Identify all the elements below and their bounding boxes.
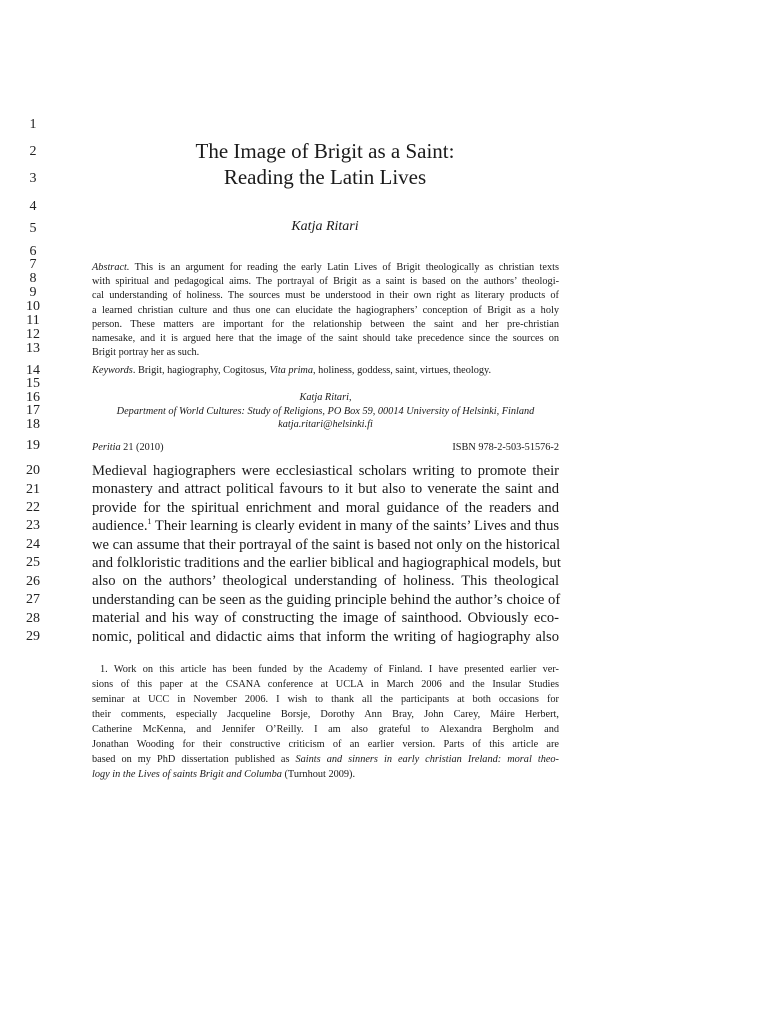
line-number: 5 (29, 221, 37, 236)
footnote-italic: Saints and sinners in early christian Ireland: moral theo- (295, 754, 559, 765)
body-line: material and his way of constructing the image of sainthood. Obviously eco- (92, 610, 559, 627)
line-number: 29 (26, 629, 40, 644)
footnote-line: Catherine McKenna, and Jennifer O’Reilly. I am also grateful to Alexandra Bergholm and (92, 724, 559, 735)
abstract-line: namesake, and it is argued here that the image of the saint should take precedence since the sources on (92, 332, 559, 344)
line-number: 4 (29, 199, 37, 214)
body-text-segment: audience. (92, 518, 148, 535)
body-line: Medieval hagiographers were ecclesiastical scholars writing to promote their (92, 463, 559, 479)
body-line (92, 517, 559, 535)
line-number: 25 (26, 555, 40, 570)
abstract-line: cal understanding of holiness. The sources must be understood in their own right as literary products of (92, 290, 559, 302)
journal-citation (92, 441, 164, 455)
keywords-text: . Brigit, hagiography, Cogitosus, (132, 365, 270, 376)
line-number: 9 (29, 285, 37, 300)
affiliation-email: katja.ritari@helsinki.fi (278, 419, 373, 430)
journal-name: Peritia (92, 442, 121, 453)
line-number: 12 (26, 327, 40, 342)
body-line: we can assume that their portrayal of the saint is based not only on the historical (92, 536, 561, 553)
title-line-2: Reading the Latin Lives (223, 165, 427, 189)
line-number: 14 (26, 363, 40, 378)
footnote-marker[interactable]: 1 (147, 517, 152, 527)
line-number: 7 (29, 257, 37, 272)
abstract-line: with spiritual and pedagogical aims. The portrayal of Brigit as a saint is based on the authors’ theologi- (92, 276, 559, 288)
line-number: 24 (26, 537, 40, 552)
keywords (92, 364, 559, 378)
abstract-line: a learned christian culture and thus one can elucidate the hagiographers’ conception of Brigit as a holy (92, 304, 559, 316)
keywords-text-end: , holiness, goddess, saint, virtues, theology. (313, 365, 492, 376)
abstract-line: Brigit portray her as such. (92, 347, 200, 359)
abstract (92, 261, 559, 360)
abstract-line (92, 261, 559, 275)
footnote-text: (Turnhout 2009). (281, 769, 356, 780)
abstract-text: This is an argument for reading the early Latin Lives of Brigit theologically as christian texts (134, 262, 559, 273)
line-number: 11 (26, 313, 40, 328)
line-number: 3 (29, 171, 37, 186)
affiliation (92, 391, 559, 432)
abstract-line: person. These matters are important for the relationship between the saint and her pre-christian (92, 318, 559, 330)
line-number: 16 (26, 390, 40, 405)
article-title (90, 138, 560, 190)
body-text-segment: Their learning is clearly evident in many of the saints’ Lives and thus (151, 518, 560, 535)
line-number: 6 (29, 244, 37, 259)
body-text (92, 462, 559, 646)
title-line-1: The Image of Brigit as a Saint: (195, 139, 455, 163)
line-number: 28 (26, 611, 40, 626)
affiliation-name: Katja Ritari, (299, 392, 352, 403)
footnote-line (92, 767, 559, 782)
footnote-italic: logy in the Lives of saints Brigit and Columba (92, 769, 282, 780)
footnote-line: their comments, especially Jacqueline Borsje, Dorothy Ann Bray, John Carey, Máire Herbert, (92, 709, 559, 720)
journal-volume: 21 (2010) (120, 442, 164, 453)
footnote-text: based on my PhD dissertation published as (92, 754, 296, 765)
line-number: 27 (26, 592, 40, 607)
abstract-label: Abstract. (92, 262, 130, 273)
line-number: 15 (26, 376, 40, 391)
line-number: 21 (26, 482, 40, 497)
author-name: Katja Ritari (291, 219, 359, 234)
affiliation-department: Department of World Cultures: Study of Religions, PO Box 59, 00014 University of Helsinki, Finland (116, 405, 535, 417)
line-number: 19 (26, 438, 40, 453)
body-line: understanding can be seen as the guiding principle behind the author’s choice of (92, 591, 561, 608)
line-number: 10 (26, 299, 40, 314)
footnote-line: 1. Work on this article has been funded by the Academy of Finland. I have presented earlier ver- (100, 664, 559, 675)
line-number: 22 (26, 500, 40, 515)
body-line: and folkloristic traditions and the earlier biblical and hagiographical models, but (92, 554, 561, 571)
footnote-line: Jonathan Wooding for their constructive criticism of an earlier version. Parts of this article are (92, 739, 559, 750)
footnote-line (92, 752, 559, 767)
body-line: nomic, political and didactic aims that inform the writing of hagiography also (92, 628, 559, 645)
footnote-line: sions of this paper at the CSANA conference at UCLA in March 2006 and the Insular Studies (92, 679, 559, 690)
line-number: 8 (29, 271, 37, 286)
line-number: 1 (29, 117, 37, 132)
line-number: 20 (26, 463, 40, 478)
line-number: 26 (26, 574, 40, 589)
line-number: 23 (26, 518, 40, 533)
line-number: 2 (29, 144, 37, 159)
journal-meta (92, 441, 559, 455)
footnote-line: seminar at UCC in November 2006. I wish to thank all the participants at both occasions for (92, 694, 559, 705)
line-number: 17 (26, 403, 40, 418)
footnote (92, 662, 559, 782)
keywords-italic: Vita prima (269, 365, 314, 376)
body-line: provide for the spiritual enrichment and moral guidance of the readers and (92, 499, 559, 516)
line-number: 18 (26, 417, 40, 432)
line-number: 13 (26, 341, 40, 356)
body-line: monastery and attract political favours to it but also to venerate the saint and (92, 481, 559, 498)
keywords-label: Keywords (92, 365, 133, 376)
isbn: ISBN 978-2-503-51576-2 (452, 442, 559, 453)
body-line: also on the authors’ theological understanding of holiness. This theological (92, 573, 559, 590)
